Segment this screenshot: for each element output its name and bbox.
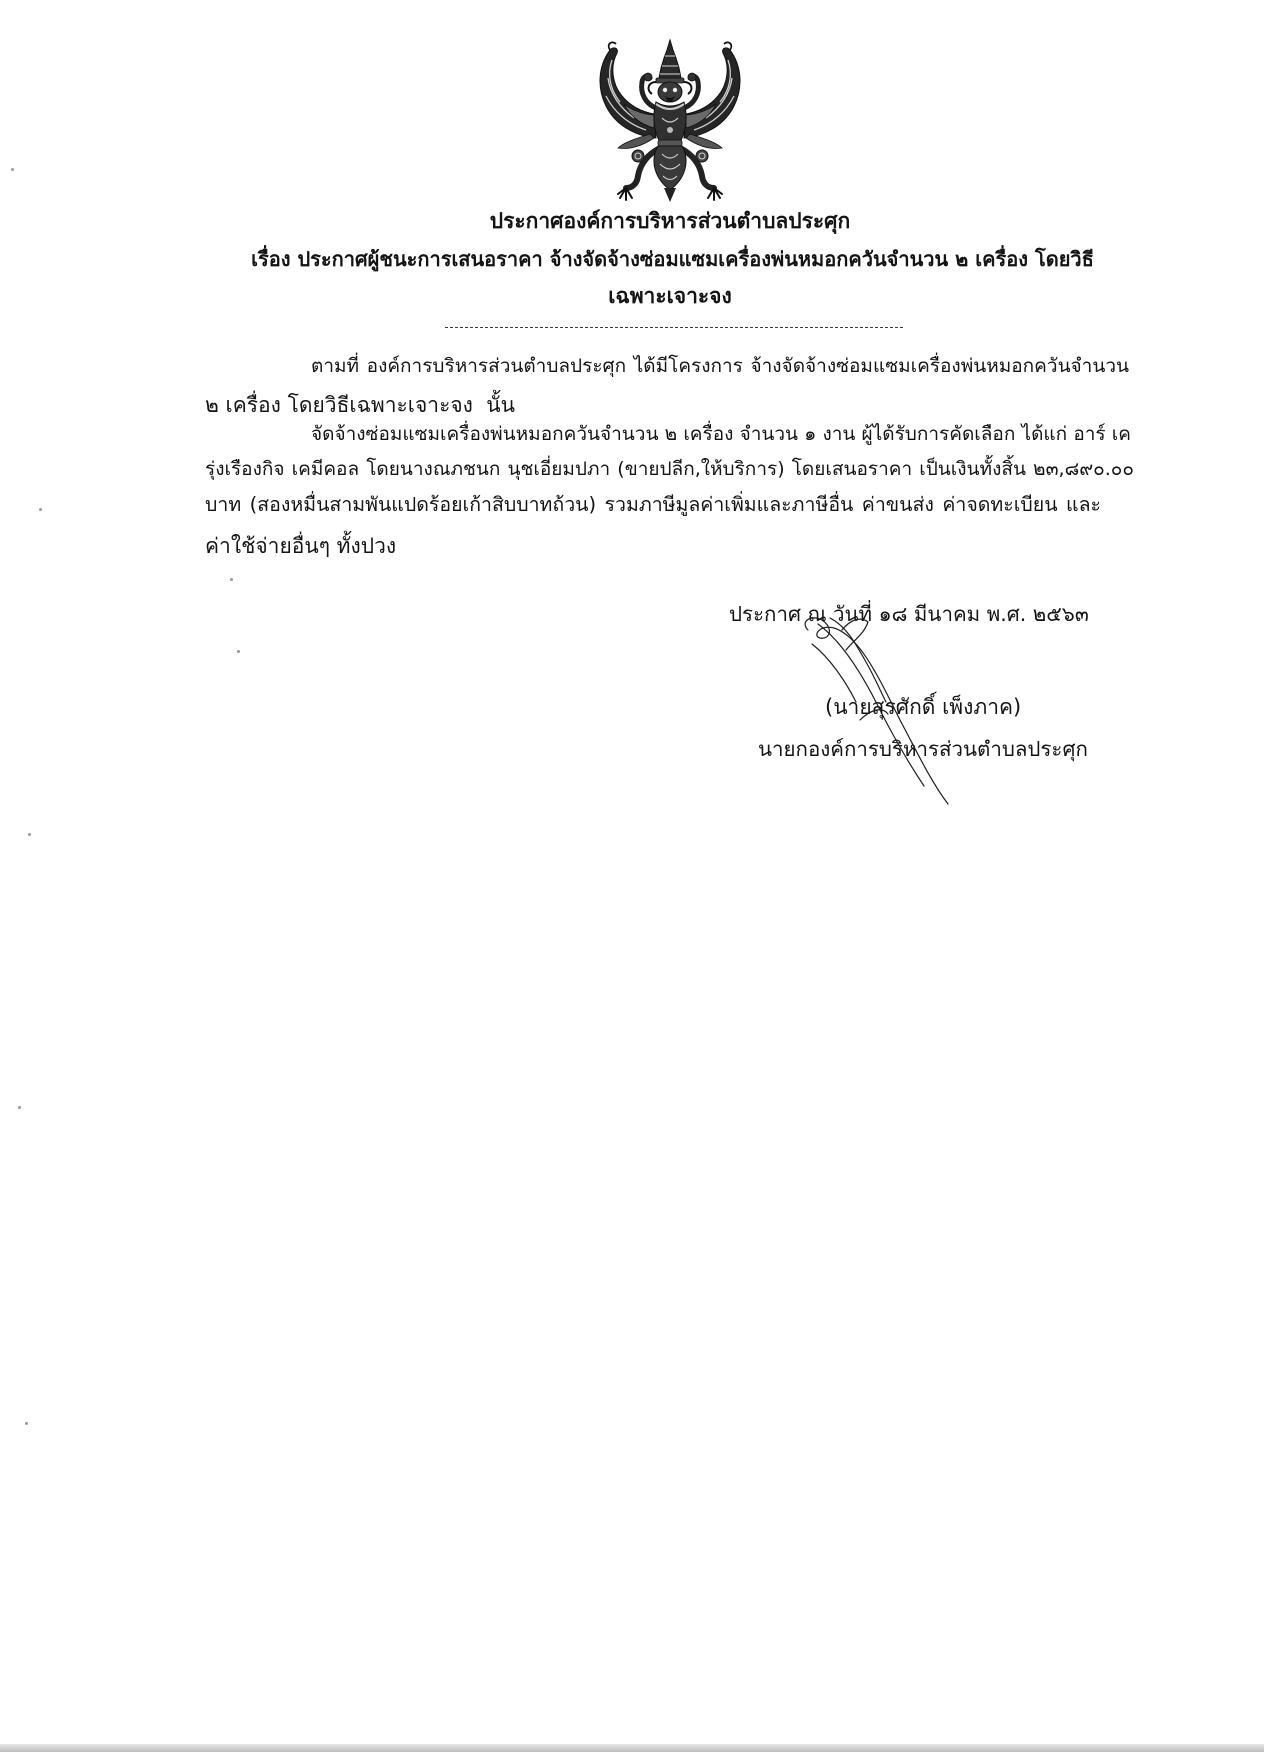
body-paragraph-2-line-1: จัดจ้างซ่อมแซมเครื่องพ่นหมอกควันจำนวน ๒ เครื่อง จำนวน ๑ งาน ผู้ได้รับการคัดเลือก ได้แก่ อาร์ เค [311,423,1131,445]
body-paragraph-2-line-2: รุ่งเรืองกิจ เคมีคอล โดยนางณภชนก นุชเอี่ยมปภา (ขายปลีก,ให้บริการ) โดยเสนอราคา เป็นเงินทั้งสิ้น ๒๓,๘๙๐.๐๐ [205,458,1134,480]
scan-speck [25,1422,28,1425]
scan-speck [39,508,42,511]
signer-position: นายกองค์การบริหารส่วนตำบลประศุก [758,737,1088,761]
scan-speck [11,168,14,171]
scan-speck [18,1106,21,1109]
scan-edge [0,1744,1264,1752]
announcement-date: ประกาศ ณ วันที่ ๑๘ มีนาคม พ.ศ. ๒๕๖๓ [729,602,1089,626]
body-paragraph-1-line-2: ๒ เครื่อง โดยวิธีเฉพาะเจาะจง นั้น [205,393,515,417]
scan-speck [230,578,233,581]
title-separator [445,327,903,328]
document-title: ประกาศองค์การบริหารส่วนตำบลประศุก [489,209,851,233]
garuda-emblem-icon [590,38,750,204]
body-paragraph-2-line-4: ค่าใช้จ่ายอื่นๆ ทั้งปวง [205,534,397,558]
garuda-center [654,40,686,202]
scan-speck [28,833,31,836]
body-paragraph-2-line-3: บาท (สองหมื่นสามพันแปดร้อยเก้าสิบบาทถ้วน) รวมภาษีมูลค่าเพิ่มและภาษีอื่น ค่าขนส่ง ค่าจดทะเบียน และ [205,493,1101,516]
scan-speck [237,650,240,653]
garuda-left-half [600,42,660,200]
subject-line-1: เรื่อง ประกาศผู้ชนะการเสนอราคา จ้างจัดจ้างซ่อมแซมเครื่องพ่นหมอกควันจำนวน ๒ เครื่อง โดยวิธี [251,247,1094,271]
signer-name: (นายสุรศักดิ์ เพ็งภาค) [825,695,1022,719]
garuda-right-half [680,42,740,200]
body-paragraph-1-line-1: ตามที่ องค์การบริหารส่วนตำบลประศุก ได้มีโครงการ จ้างจัดจ้างซ่อมแซมเครื่องพ่นหมอกควันจำนวน [311,355,1129,377]
subject-line-2: เฉพาะเจาะจง [608,284,732,308]
handwritten-signature [790,610,960,810]
